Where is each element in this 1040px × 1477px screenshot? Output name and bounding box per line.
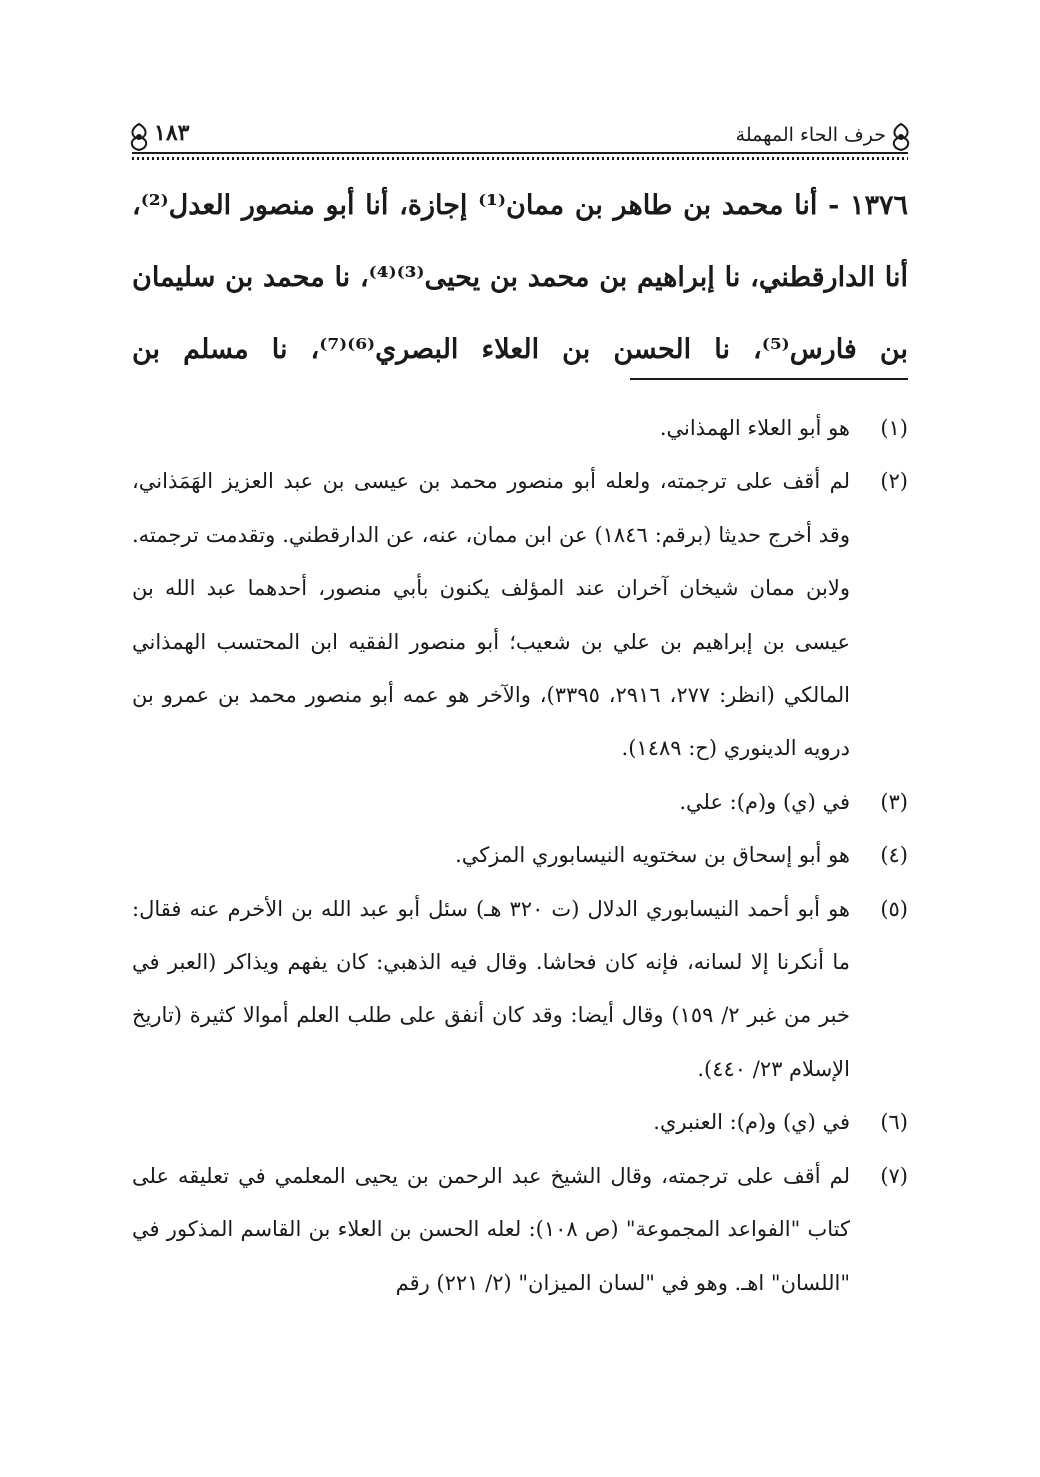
running-header-title: حرف الحاء المهملة <box>735 124 886 146</box>
footnote-number: (٢) <box>880 469 908 494</box>
ornament-icon <box>126 122 152 152</box>
footnote-text: في (ي) و(م): العنبري. <box>653 1110 850 1135</box>
footnote <box>132 776 908 829</box>
footnote <box>132 1096 908 1149</box>
footnote-number: (٣) <box>880 789 908 814</box>
main-text <box>132 170 908 386</box>
footnote <box>132 455 908 775</box>
footnote-text: هو أبو إسحاق بن سختويه النيسابوري المزكي. <box>455 843 850 868</box>
page-number: ١٨٣ <box>154 120 190 146</box>
footnote-number: (٤) <box>880 843 908 868</box>
footnote-text: لم أقف على ترجمته، ولعله أبو منصور محمد بن عيسى بن عبد العزيز الهَمَذاني، وقد أخرج حديثا (برقم: ١٨٤٦) عن ابن ممان، عنه، عن الدارقطني. وتقدمت ترجمته. ولابن ممان شيخان آخران عند المؤلف يكنون بأبي منصور، أحدهما عبد الله بن عيسى بن إبراهيم بن علي بن شعيب؛ أبو منصور الفقيه ابن المحتسب الهمذاني المالكي (انظر: ٢٧٧، ٢٩١٦، ٣٣٩٥)، والآخر هو عمه أبو منصور محمد بن عمرو بن درويه الدينوري (ح: ١٤٨٩). <box>132 469 850 761</box>
footnote-separator <box>630 378 908 380</box>
footnotes <box>132 402 908 1310</box>
footnote-number: (٦) <box>880 1110 908 1135</box>
running-header <box>132 118 908 154</box>
header-rule <box>132 152 908 160</box>
footnote <box>132 1150 908 1310</box>
main-paragraph: ١٣٧٦ - أنا محمد بن طاهر بن ممان⁽¹⁾ إجازة، أنا أبو منصور العدل⁽²⁾، أنا الدارقطني، نا إبراهيم بن محمد بن يحيى⁽³⁾⁽⁴⁾، نا محمد بن سليمان بن فارس⁽⁵⁾، نا الحسن بن العلاء البصري⁽⁶⁾⁽⁷⁾، نا مسلم بن <box>132 190 908 365</box>
footnote-number: (١) <box>880 416 908 440</box>
footnote-text: لم أقف على ترجمته، وقال الشيخ عبد الرحمن بن يحيى المعلمي في تعليقه على كتاب "الفواعد المجموعة" (ص ١٠٨): لعله الحسن بن العلاء بن القاسم المذكور في "اللسان" اهـ. وهو في "لسان الميزان" (٢/ ٢٢١) رقم <box>132 1163 851 1295</box>
footnote <box>132 829 908 882</box>
footnote-number: (٥) <box>880 896 908 921</box>
footnote-text: في (ي) و(م): علي. <box>679 789 850 814</box>
ornament-icon <box>888 122 914 152</box>
footnote <box>132 402 908 455</box>
footnote-text: هو أبو العلاء الهمذاني. <box>659 416 850 440</box>
footnote-text: هو أبو أحمد النيسابوري الدلال (ت ٣٢٠ هـ) سئل أبو عبد الله بن الأخرم عنه فقال: ما أنكرنا إلا لسانه، فإنه كان فحاشا. وقال فيه الذهبي: كان يفهم ويذاكر (العبر في خبر من غبر ٢/ ١٥٩) وقال أيضا: وقد كان أنفق على طلب العلم أموالا كثيرة (تاريخ الإسلام ٢٣/ ٤٤٠). <box>132 896 850 1081</box>
footnote <box>132 883 908 1097</box>
footnote-number: (٧) <box>880 1163 908 1188</box>
